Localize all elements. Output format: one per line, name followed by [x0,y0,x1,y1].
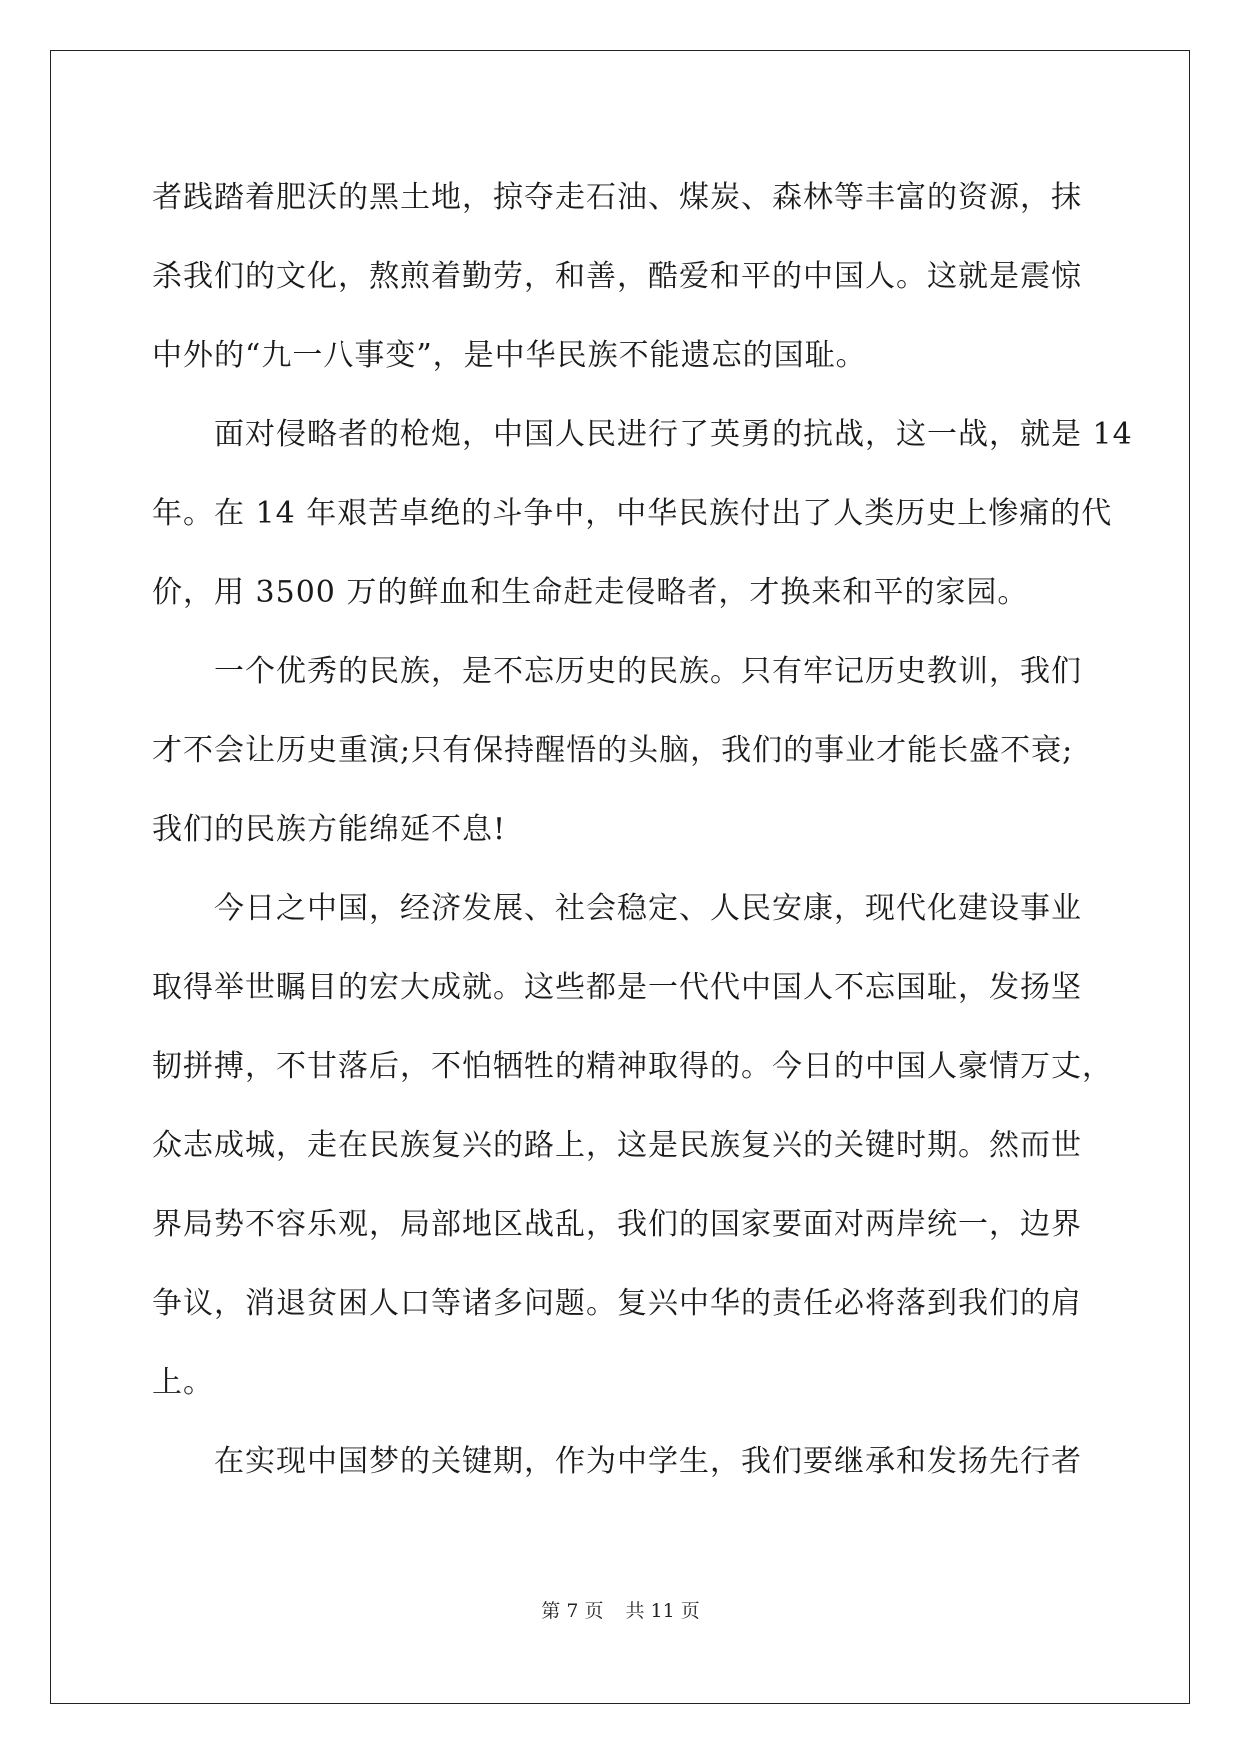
text-line: 才不会让历史重演;只有保持醒悟的头脑，我们的事业才能长盛不衰; [152,733,1074,768]
page-footer [0,1596,1241,1623]
text-line: 取得举世瞩目的宏大成就。这些都是一代代中国人不忘国耻，发扬坚 [152,970,1082,1005]
text-line: 面对侵略者的枪炮，中国人民进行了英勇的抗战，这一战，就是 14 [214,417,1133,452]
text-line: 一个优秀的民族，是不忘历史的民族。只有牢记历史教训，我们 [214,654,1082,689]
text-line: 价，用 3500 万的鲜血和生命赶走侵略者，才换来和平的家园。 [152,575,1029,610]
text-line: 我们的民族方能绵延不息! [152,812,507,847]
text-line: 今日之中国，经济发展、社会稳定、人民安康，现代化建设事业 [214,891,1082,926]
page-number: 第 7 页 [541,1600,604,1622]
text-line: 界局势不容乐观，局部地区战乱，我们的国家要面对两岸统一，边界 [152,1207,1082,1242]
text-line: 争议，消退贫困人口等诸多问题。复兴中华的责任必将落到我们的肩 [152,1286,1082,1321]
text-line: 韧拼搏，不甘落后，不怕牺牲的精神取得的。今日的中国人豪情万丈， [152,1049,1113,1084]
text-line: 者践踏着肥沃的黑土地，掠夺走石油、煤炭、森林等丰富的资源，抹 [152,180,1082,215]
text-line: 杀我们的文化，熬煎着勤劳，和善，酷爱和平的中国人。这就是震惊 [152,259,1082,294]
text-line: 年。在 14 年艰苦卓绝的斗争中，中华民族付出了人类历史上惨痛的代 [152,496,1113,531]
document-body [152,158,1133,1501]
text-line: 在实现中国梦的关键期，作为中学生，我们要继承和发扬先行者 [214,1444,1082,1479]
text-line: 中外的“九一八事变”，是中华民族不能遗忘的国耻。 [152,338,867,373]
page-total: 共 11 页 [625,1600,700,1622]
text-line: 上。 [152,1365,214,1400]
text-line: 众志成城，走在民族复兴的路上，这是民族复兴的关键时期。然而世 [152,1128,1082,1163]
